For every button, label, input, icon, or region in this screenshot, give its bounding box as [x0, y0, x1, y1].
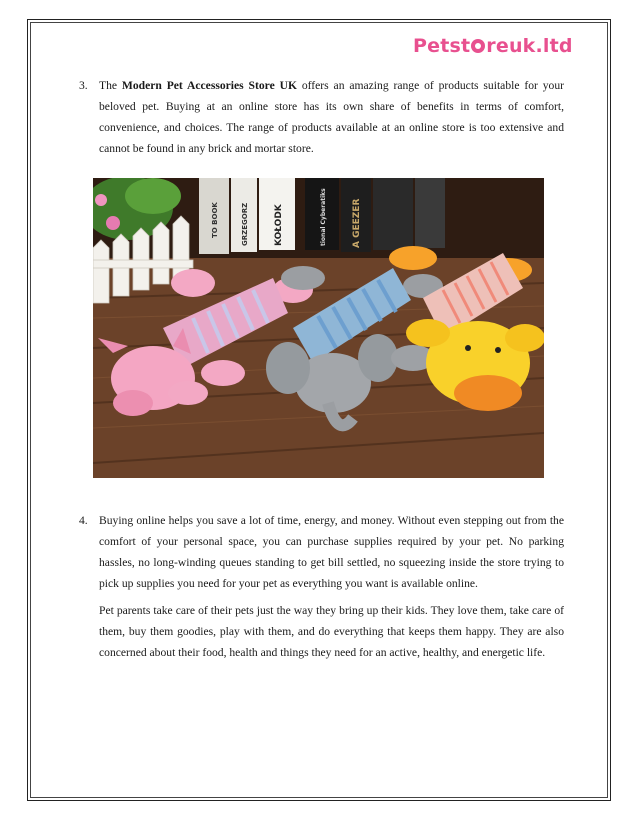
store-name-bold: Modern Pet Accessories Store UK [121, 79, 297, 92]
book-spine-text-1: TO BOOK [211, 202, 219, 238]
paragraph-5: Pet parents take care of their pets just the way they bring up their kids. They love them, take care of them, buy them goodies, play with them, and do everything that keeps them happy. They are also concerned about their food, health and things they need for an active, healthy, and energetic life. [99, 604, 564, 659]
brand-logo [413, 33, 573, 59]
book-spine-text-3: KOŁODK [274, 204, 284, 246]
para3-lead: The [99, 79, 122, 92]
logo-text-start: Petst [413, 35, 471, 57]
paw-icon [471, 39, 485, 53]
book-spine-text-2: GRZEGORZ [241, 202, 249, 246]
paragraph-4: Buying online helps you save a lot of time, energy, and money. Without even stepping out from the comfort of your personal space, you can purchase supplies required by your pet. No parking hassles, no long-winding queues standing to get bill settled, no squeezing inside the store trying to pick up supplies you need for your pet as everything you want is available online. [99, 514, 564, 590]
pet-toys-photo [93, 178, 544, 478]
logo-text-end: reuk.ltd [486, 35, 573, 57]
paragraph-3 [99, 75, 564, 159]
book-spine-text-4: tional Cyberatiks [320, 188, 327, 246]
list-number-4: 4. [79, 514, 88, 527]
list-number-3: 3. [79, 79, 88, 92]
book-spine-text-5: A GEEZER [352, 198, 362, 248]
para3-body: offers an amazing range of products suitable for your beloved pet. Buying at an online store has its own share of benefits in terms of comfort, convenience, and choices. The range of products available at an online store is too extensive and cannot be found in any brick and mortar store. [99, 79, 564, 155]
